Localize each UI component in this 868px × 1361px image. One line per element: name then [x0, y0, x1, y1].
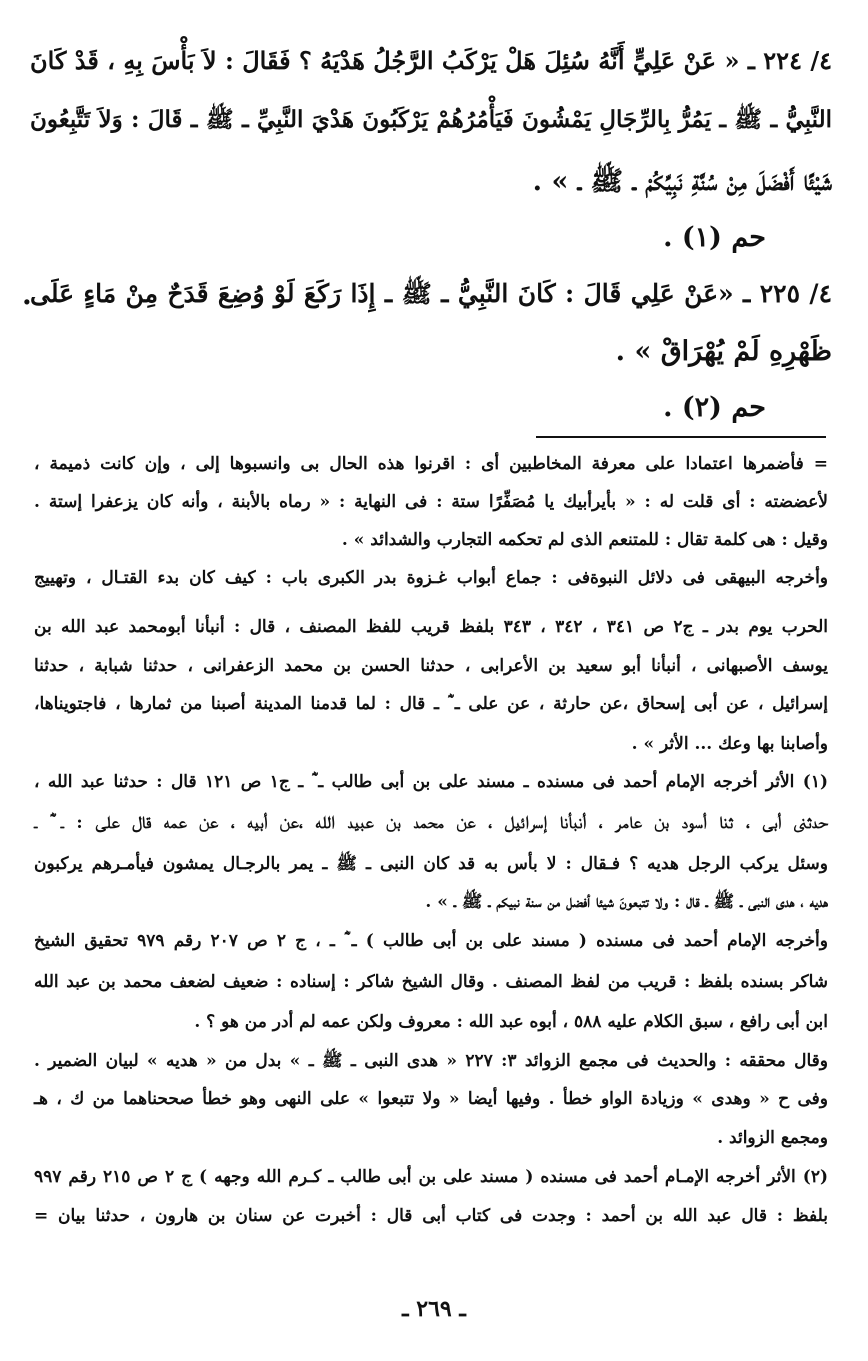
hadith-224-line-1: ٤/ ٢٢٤ ـ « عَنْ عَلِيٍّ أَنَّهُ سُئِلَ هَلْ يَرْكَبُ الرَّجُلُ هَدْيَهُ ؟ فَقَالَ : لاَ بَأْسَ بِهِ ، قَدْ كَانَ — [30, 46, 832, 75]
footnote-line: = فأضمرها اعتمادا على معرفة المخاطبين أى : اقرنوا هذه الحال بى وانسبوها إلى ، وإن كانت ذميمة ، — [34, 454, 828, 474]
footnote-1-line: ومجمع الزوائد . — [717, 1128, 828, 1148]
footnote-1-line: وفى ح « وهدى » وزيادة الواو خطأ . وفيها أيضا « ولا تتبعوا » على النهى وهو خطأ صححناهما من ك ، هـ — [34, 1089, 828, 1109]
footnote-line: وأصابنا بها وعك ... الأثر » . — [631, 734, 828, 754]
footnote-divider — [536, 436, 826, 438]
hadith-225-source: حم (٢) . — [663, 392, 766, 423]
footnote-line: إسرائيل ، عن أبى إسحاق ،عن حارثة ، عن على ـ ؓ ـ قال : لما قدمنا المدينة أصبنا من ثمارها ، فاجتويناها، — [34, 694, 828, 714]
footnote-line: يوسف الأصبهانى ، أنبأنا أبو سعيد بن الأعرابى ، حدثنا الحسن بن محمد الزعفرانى ، حدثنا شبابة ، حدثنا — [34, 656, 829, 676]
footnote-1-line: ابن أبى رافع ، سبق الكلام عليه ٥٨٨ ، أبوه عبد الله : معروف ولكن عمه لم أدر من هو ؟ . — [194, 1012, 828, 1032]
hadith-224-line-3: شَيْئًا أَفْضَلَ مِنْ سُنَّةِ نَبِيِّكُمْ ـ ﷺ ـ » . — [532, 166, 832, 197]
footnote-line: وأخرجه البيهقى فى دلائل النبوةفى : جماع أبواب غـزوة بدر الكبرى باب : كيف كان بدء القتـال ، وتهييج — [34, 568, 828, 588]
hadith-224-line-2: النَّبِيُّ ـ ﷺ ـ يَمُرُّ بِالرِّجَالِ يَمْشُونَ فَيَأْمُرُهُمْ يَرْكَبُونَ هَدْيَ النَّبِيِّ ـ ﷺ ـ قَالَ : وَلاَ تَتَّبِعُونَ — [30, 106, 832, 133]
footnote-1-line: وأخرجه الإمام أحمد فى مسنده ( مسند على بن أبى طالب ) ـ ؓ ـ ، ج ٢ ص ٢٠٧ رقم ٩٧٩ تحقيق الشيخ — [34, 931, 828, 951]
footnote-line: وقيل : هى كلمة تقال : للمتنعم الذى لم تحكمه التجارب والشدائد » . — [341, 530, 828, 550]
hadith-225-line-2: ظَهْرِهِ لَمْ يُهْرَاقْ » . — [615, 336, 832, 367]
footnote-1-line: حدثنى أبى ، ثنا أسود بن عامر ، أنبأنا إسرائيل ، عن محمد بن عبيد الله ،عن أبيه ، عن عمه قال على : ـ ؓ ـ — [34, 813, 828, 833]
footnote-2-line: بلفظ : قال عبد الله بن أحمد : وجدت فى كتاب أبى قال : أخبرت عن سنان بن هارون ، حدثنا بيان = — [34, 1206, 828, 1226]
page-number: ـ ٢٦٩ ـ — [402, 1296, 466, 1322]
footnote-line: لأعضضته : أى قلت له : « بأيرأبيك يا مُصَفِّرًا ستة : فى النهاية : « رماه بالأبنة ، وأنه كان يزعفرا إستة . — [34, 492, 828, 512]
footnote-1-line: (١) الأثر أخرجه الإمام أحمد فى مسنده ـ مسند على بن أبى طالب ـ ؓ ـ ج١ ص ١٢١ قال : حدثنا عبد الله ، — [34, 772, 829, 792]
hadith-225-line-1: ٤/ ٢٢٥ ـ «عَنْ عَلِي قَالَ : كَانَ النَّبِيُّ ـ ﷺ ـ إِذَا رَكَعَ لَوْ وُضِعَ قَدَحٌ مِنْ مَاءٍ عَلَى — [30, 279, 832, 308]
footnote-1-line: شاكر بسنده بلفظ : قريب من لفظ المصنف . وقال الشيخ شاكر : إسناده : ضعيف لضعف محمد بن عبد الله — [34, 972, 828, 992]
footnote-line: الحرب يوم بدر ـ ج٢ ص ٣٤١ ، ٣٤٢ ، ٣٤٣ بلفظ قريب للفظ المصنف ، قال : أنبأنا أبومحمد عبد الله بن — [34, 617, 829, 637]
margin-dot: . — [22, 278, 32, 311]
footnote-1-line: هديه ، هدى النبى ـ ﷺ ـ قال : ولا تتبعونَ شيئا أفضل من سنة نبيكم ـ ﷺ ـ » . — [425, 892, 828, 912]
footnote-2-line: (٢) الأثر أخرجه الإمـام أحمد فى مسنده ( مسند على بن أبى طالب ـ كـرم الله وجهه ) ج ٢ ص ٢١٥ رقم ٩٩٧ — [34, 1167, 828, 1187]
hadith-224-source: حم (١) . — [663, 222, 766, 253]
footnote-1-line: وسئل يركب الرجل هديه ؟ فـقال : لا بأس به قد كان النبى ـ ﷺ ـ يمر بالرجـال يمشون فيأمـرهم يركبون — [34, 854, 828, 874]
footnote-1-line: وقال محققه : والحديث فى مجمع الزوائد ٣: ٢٢٧ « هدى النبى ـ ﷺ ـ » بدل من « هديه » لبيان الضمير . — [34, 1051, 828, 1071]
